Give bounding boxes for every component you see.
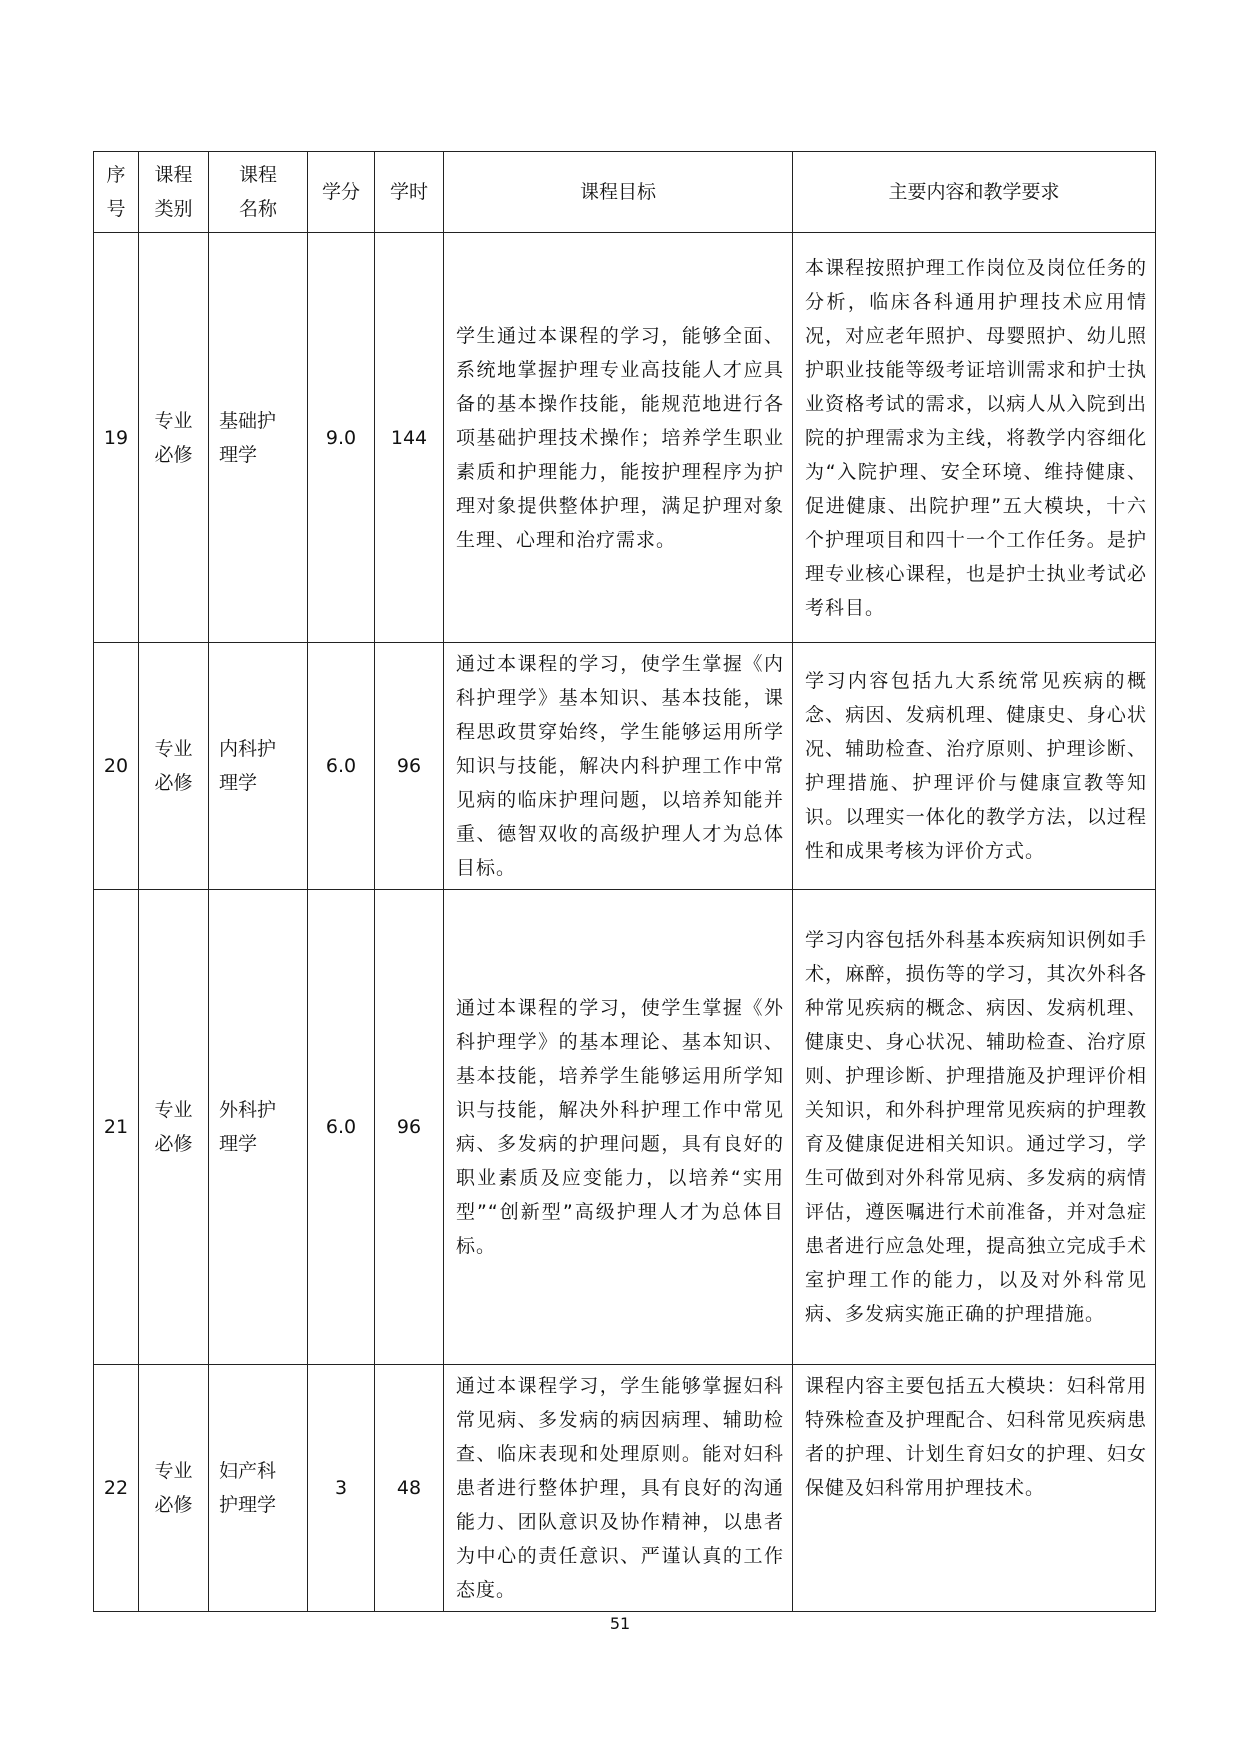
cell-content: 学习内容包括外科基本疾病知识例如手术，麻醉，损伤等的学习，其次外科各种常见疾病的概念、病因、发病机理、健康史、身心状况、辅助检查、治疗原则、护理诊断、护理措施及护理评价相关知识，和外科护理常见疾病的护理教育及健康促进相关知识。通过学习，学生可做到对外科常见病、多发病的病情评估，遵医嘱进行术前准备，并对急症患者进行应急处理，提高独立完成手术室护理工作的能力，以及对外科常见病、多发病实施正确的护理措施。 <box>793 890 1156 1365</box>
header-course-name: 课程 名称 <box>209 152 308 233</box>
header-content: 主要内容和教学要求 <box>793 152 1156 233</box>
cell-category: 专业 必修 <box>139 1365 209 1612</box>
cell-course-name: 妇产科 护理学 <box>209 1365 308 1612</box>
table-row <box>94 643 1156 890</box>
cell-credits: 3 <box>308 1365 375 1612</box>
cell-seq: 21 <box>94 890 139 1365</box>
cell-seq: 20 <box>94 643 139 890</box>
header-credits: 学分 <box>308 152 375 233</box>
cell-category: 专业 必修 <box>139 233 209 643</box>
cell-seq: 19 <box>94 233 139 643</box>
table-row <box>94 890 1156 1365</box>
header-hours: 学时 <box>375 152 444 233</box>
cell-objective: 通过本课程学习，学生能够掌握妇科常见病、多发病的病因病理、辅助检查、临床表现和处理原则。能对妇科患者进行整体护理，具有良好的沟通能力、团队意识及协作精神，以患者为中心的责任意识、严谨认真的工作态度。 <box>444 1365 793 1612</box>
cell-hours: 144 <box>375 233 444 643</box>
header-category: 课程 类别 <box>139 152 209 233</box>
cell-objective: 学生通过本课程的学习，能够全面、系统地掌握护理专业高技能人才应具备的基本操作技能，能规范地进行各项基础护理技术操作；培养学生职业素质和护理能力，能按护理程序为护理对象提供整体护理，满足护理对象生理、心理和治疗需求。 <box>444 233 793 643</box>
cell-content: 本课程按照护理工作岗位及岗位任务的分析，临床各科通用护理技术应用情况，对应老年照护、母婴照护、幼儿照护职业技能等级考证培训需求和护士执业资格考试的需求，以病人从入院到出院的护理需求为主线，将教学内容细化为“入院护理、安全环境、维持健康、促进健康、出院护理”五大模块，十六个护理项目和四十一个工作任务。是护理专业核心课程，也是护士执业考试必考科目。 <box>793 233 1156 643</box>
cell-objective: 通过本课程的学习，使学生掌握《外科护理学》的基本理论、基本知识、基本技能，培养学生能够运用所学知识与技能，解决外科护理工作中常见病、多发病的护理问题，具有良好的职业素质及应变能力，以培养“实用型”“创新型”高级护理人才为总体目标。 <box>444 890 793 1365</box>
cell-credits: 6.0 <box>308 643 375 890</box>
course-table <box>93 151 1156 1612</box>
cell-content: 学习内容包括九大系统常见疾病的概念、病因、发病机理、健康史、身心状况、辅助检查、治疗原则、护理诊断、护理措施、护理评价与健康宣教等知识。以理实一体化的教学方法，以过程性和成果考核为评价方式。 <box>793 643 1156 890</box>
table-row <box>94 1365 1156 1612</box>
cell-hours: 96 <box>375 643 444 890</box>
cell-category: 专业 必修 <box>139 643 209 890</box>
cell-content: 课程内容主要包括五大模块：妇科常用特殊检查及护理配合、妇科常见疾病患者的护理、计划生育妇女的护理、妇女保健及妇科常用护理技术。 <box>793 1365 1156 1612</box>
header-row <box>94 152 1156 233</box>
cell-course-name: 内科护 理学 <box>209 643 308 890</box>
cell-seq: 22 <box>94 1365 139 1612</box>
cell-course-name: 外科护 理学 <box>209 890 308 1365</box>
header-seq: 序 号 <box>94 152 139 233</box>
page-number: 51 <box>609 1614 631 1633</box>
table-row <box>94 233 1156 643</box>
header-objective: 课程目标 <box>444 152 793 233</box>
cell-objective: 通过本课程的学习，使学生掌握《内科护理学》基本知识、基本技能，课程思政贯穿始终，学生能够运用所学知识与技能，解决内科护理工作中常见病的临床护理问题，以培养知能并重、德智双收的高级护理人才为总体目标。 <box>444 643 793 890</box>
cell-hours: 96 <box>375 890 444 1365</box>
cell-credits: 9.0 <box>308 233 375 643</box>
cell-hours: 48 <box>375 1365 444 1612</box>
cell-course-name: 基础护 理学 <box>209 233 308 643</box>
cell-category: 专业 必修 <box>139 890 209 1365</box>
cell-credits: 6.0 <box>308 890 375 1365</box>
